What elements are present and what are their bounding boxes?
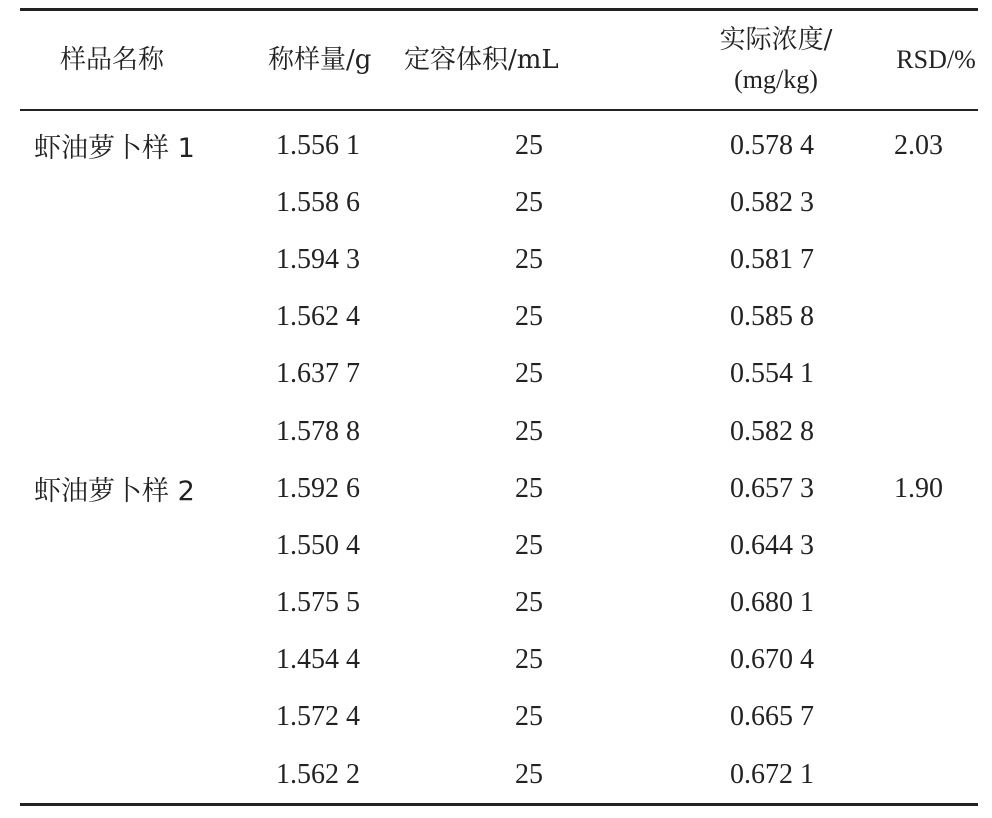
cell-name [20, 575, 246, 632]
data-table-container [20, 8, 978, 806]
cell-rsd [894, 746, 978, 805]
cell-rsd [894, 575, 978, 632]
table-row [20, 746, 978, 805]
header-concentration [658, 10, 894, 111]
cell-volume: 25 [515, 301, 543, 333]
cell-volume: 25 [515, 415, 543, 447]
cell-conc: 0.585 8 [730, 301, 814, 333]
cell-rsd [894, 231, 978, 288]
table-row [20, 575, 978, 632]
cell-conc: 0.665 7 [730, 701, 814, 733]
cell-mass: 1.550 4 [276, 529, 360, 561]
cell-rsd [894, 346, 978, 403]
cell-name [20, 174, 246, 231]
cell-volume: 25 [515, 243, 543, 275]
cell-rsd [894, 289, 978, 346]
cell-volume: 25 [515, 529, 543, 561]
cell-volume: 25 [515, 701, 543, 733]
sample-results-table [20, 8, 978, 806]
cell-volume: 25 [515, 186, 543, 218]
cell-name [20, 289, 246, 346]
header-concentration-line1: 实际浓度/ [719, 25, 833, 55]
cell-name [20, 517, 246, 574]
cell-mass: 1.575 5 [276, 587, 360, 619]
header-concentration-unit: (mg/kg) [734, 65, 818, 94]
cell-name [20, 346, 246, 403]
cell-mass: 1.562 2 [246, 746, 400, 805]
cell-name [20, 746, 246, 805]
table-row [20, 632, 978, 689]
table-row [20, 174, 978, 231]
cell-rsd [894, 174, 978, 231]
cell-mass: 1.558 6 [276, 186, 360, 218]
cell-conc: 0.554 1 [730, 358, 814, 390]
cell-mass: 1.454 4 [276, 644, 360, 676]
cell-mass: 1.556 1 [276, 129, 360, 161]
table-body [20, 110, 978, 805]
cell-name: 虾油萝卜样 2 [34, 476, 195, 508]
cell-name [20, 403, 246, 460]
table-header [20, 10, 978, 111]
cell-name [20, 231, 246, 288]
table-row [20, 289, 978, 346]
cell-rsd [894, 517, 978, 574]
cell-mass: 1.572 4 [276, 701, 360, 733]
cell-rsd [894, 403, 978, 460]
cell-mass: 1.592 6 [276, 472, 360, 504]
cell-rsd [894, 632, 978, 689]
table-row [20, 231, 978, 288]
header-sample-mass: 称样量/g [246, 10, 400, 111]
cell-mass: 1.594 3 [276, 243, 360, 275]
cell-conc: 0.578 4 [730, 129, 814, 161]
cell-volume: 25 [515, 472, 543, 504]
header-volume: 定容体积/mL [400, 10, 658, 111]
cell-conc: 0.582 8 [730, 415, 814, 447]
cell-name [20, 689, 246, 746]
cell-rsd: 2.03 [894, 129, 943, 161]
cell-conc: 0.644 3 [730, 529, 814, 561]
table-row [20, 460, 978, 517]
cell-mass: 1.562 4 [276, 301, 360, 333]
cell-conc: 0.581 7 [730, 243, 814, 275]
cell-name: 虾油萝卜样 1 [34, 133, 195, 165]
header-rsd: RSD/% [894, 10, 978, 111]
cell-volume: 25 [515, 129, 543, 161]
cell-conc: 0.672 1 [658, 746, 894, 805]
cell-conc: 0.657 3 [730, 472, 814, 504]
cell-volume: 25 [515, 644, 543, 676]
header-row [20, 10, 978, 111]
table-row [20, 346, 978, 403]
table-row [20, 403, 978, 460]
cell-mass: 1.637 7 [276, 358, 360, 390]
cell-conc: 0.680 1 [730, 587, 814, 619]
cell-volume: 25 [515, 358, 543, 390]
table-row [20, 517, 978, 574]
cell-rsd: 1.90 [894, 472, 943, 504]
cell-rsd [894, 689, 978, 746]
cell-conc: 0.670 4 [730, 644, 814, 676]
cell-conc: 0.582 3 [730, 186, 814, 218]
cell-volume: 25 [515, 587, 543, 619]
cell-name [20, 632, 246, 689]
cell-mass: 1.578 8 [276, 415, 360, 447]
table-row [20, 689, 978, 746]
table-row [20, 110, 978, 174]
header-sample-name: 样品名称 [20, 10, 246, 111]
cell-volume: 25 [400, 746, 658, 805]
